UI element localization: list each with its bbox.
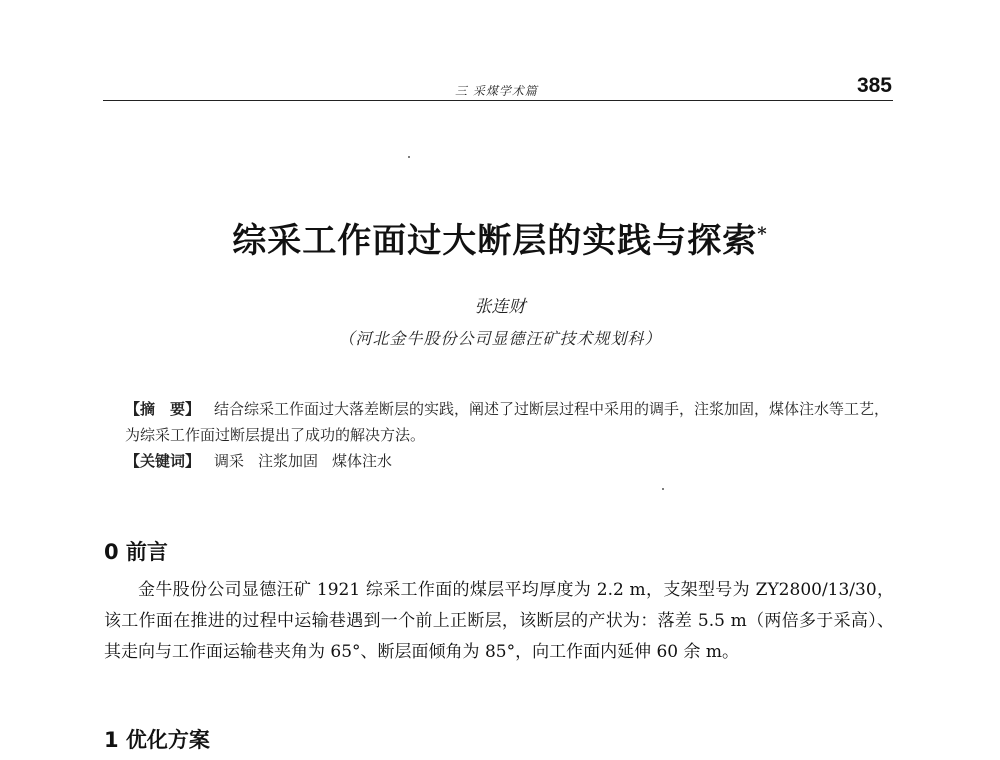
abstract (125, 396, 895, 448)
keywords-label: 【关键词】 (125, 452, 201, 470)
author-name: 张连财 (474, 297, 526, 317)
abstract-label: 【摘 要】 (125, 400, 201, 418)
header-rule (103, 100, 893, 101)
paper-title (100, 213, 900, 262)
abstract-text: 结合综采工作面过大落差断层的实践，阐述了过断层过程中采用的调手，注浆加固，煤体注水等工艺，为综采工作面过断层提出了成功的解决方法。 (125, 400, 890, 444)
author-affiliation: （河北金牛股份公司显德汪矿技术规划科） (338, 329, 662, 348)
keyword: 注浆加固 (258, 452, 319, 470)
introduction-body (104, 575, 894, 668)
title-footnote-mark: * (757, 223, 768, 245)
keywords (125, 448, 895, 474)
scan-speck (662, 488, 664, 490)
section-heading-optimization: 1 优化方案 (104, 728, 210, 752)
abstract-block (125, 396, 895, 474)
introduction-paragraph: 金牛股份公司显德汪矿 1921 综采工作面的煤层平均厚度为 2.2 m，支架型号为 ZY2800/13/30，该工作面在推进的过程中运输巷遇到一个前上正断层，该断层的产状为：落差 5.5 m（两倍多于采高）、其走向与工作面运输巷夹角为 65°、断层面倾角为 85°，向工作面内延伸 60 余 m。 (104, 580, 894, 662)
keyword: 煤体注水 (332, 452, 393, 470)
page-number: 385 (856, 74, 892, 97)
section-heading-introduction: 0 前言 (104, 540, 168, 564)
keyword: 调采 (214, 452, 245, 470)
paper-title-text: 综采工作面过大断层的实践与探索 (232, 221, 758, 261)
scan-speck (408, 156, 410, 158)
running-header-section: 三 采煤学术篇 (455, 84, 538, 98)
